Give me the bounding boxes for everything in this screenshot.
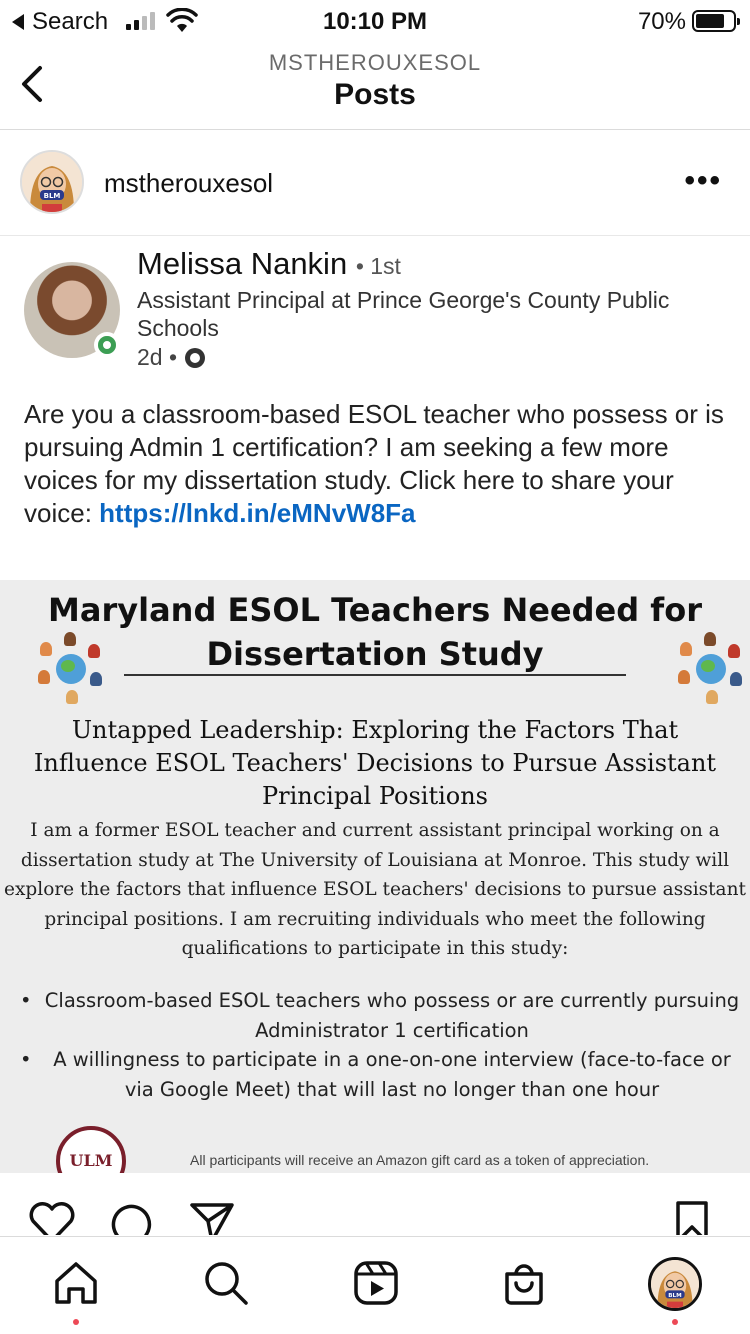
flyer-title-underline [124,674,626,676]
status-bar [0,0,750,42]
profile-username: MSTHEROUXESOL [268,50,482,75]
battery-percentage: 70% [637,8,686,35]
battery-icon [692,10,736,32]
cartoon-avatar-icon [22,152,82,212]
posts-header [0,42,750,130]
share-send-icon[interactable] [188,1201,236,1235]
global-people-icon [674,632,746,704]
flyer-title-line-1: Maryland ESOL Teachers Needed for [48,591,702,629]
bottom-tab-bar [0,1236,750,1334]
home-notification-dot [73,1319,79,1325]
flyer-title-line-2: Dissertation Study [206,635,544,673]
svg-text:BLM: BLM [43,192,61,200]
online-status-icon [94,332,120,358]
linkedin-author-name [137,246,401,282]
home-icon[interactable] [52,1259,100,1307]
page-title: Posts [334,78,416,111]
post-author-row [0,130,750,236]
linkedin-author-name-text: Melissa Nankin [137,246,348,281]
back-to-search-label: Search [32,8,109,35]
post-time-text: 2d • [137,344,178,370]
reels-icon[interactable] [352,1259,400,1307]
globe-icon [185,348,205,368]
flyer-image [0,580,750,1173]
linkedin-post-text [24,398,724,530]
author-avatar[interactable] [20,150,84,214]
profile-tab-avatar[interactable] [648,1257,702,1311]
linkedin-post-link[interactable]: https://lnkd.in/eMNvW8Fa [99,498,416,528]
list-item: • Classroom-based ESOL teachers who possess or are currently pursuing Administrator 1 certification [20,986,740,1045]
linkedin-author-headline: Assistant Principal at Prince George's County Public Schools [137,287,670,341]
search-icon[interactable] [202,1259,250,1307]
flyer-title [0,588,750,676]
clock: 10:10 PM [322,8,428,35]
flyer-study-title: Untapped Leadership: Exploring the Factors That Influence ESOL Teachers' Decisions to Pursue Assistant Principal Positions [33,716,717,810]
linkedin-post-card [0,236,750,580]
profile-notification-dot [672,1319,678,1325]
post-time [137,344,205,371]
post-actions-row [0,1173,750,1235]
like-heart-icon[interactable] [28,1201,76,1235]
cartoon-avatar-icon [651,1260,699,1308]
list-item: • A willingness to participate in a one-on-one interview (face-to-face or via Google Meet) that will last no longer than one hour [20,1045,740,1104]
connection-degree: • 1st [355,253,401,279]
linkedin-post-body: Are you a classroom-based ESOL teacher who possess or is pursuing Admin 1 certification? I am seeking a few more voices for my dissertation study. Click here to share your voice: [24,399,724,528]
svg-text:BLM: BLM [668,1292,682,1299]
flyer-body-text: I am a former ESOL teacher and current assistant principal working on a dissertation study at The University of Louisiana at Monroe. This study will explore the factors that influence ESOL teachers' decisions to pursue assistant principal positions. I am recruiting individuals who meet the following qualifications to participate in this study: [4,820,746,959]
flyer-qualifications-list [20,986,740,1104]
shop-bag-icon[interactable] [500,1259,548,1307]
author-username[interactable]: mstherouxesol [104,168,274,198]
comment-icon[interactable] [108,1201,156,1235]
flyer-footer-note: All participants will receive an Amazon gift card as a token of appreciation. [190,1152,650,1168]
save-bookmark-icon[interactable] [672,1201,712,1235]
more-options-icon[interactable]: ••• [684,164,722,197]
global-people-icon [34,632,106,704]
ulm-logo: ULM [56,1126,126,1173]
